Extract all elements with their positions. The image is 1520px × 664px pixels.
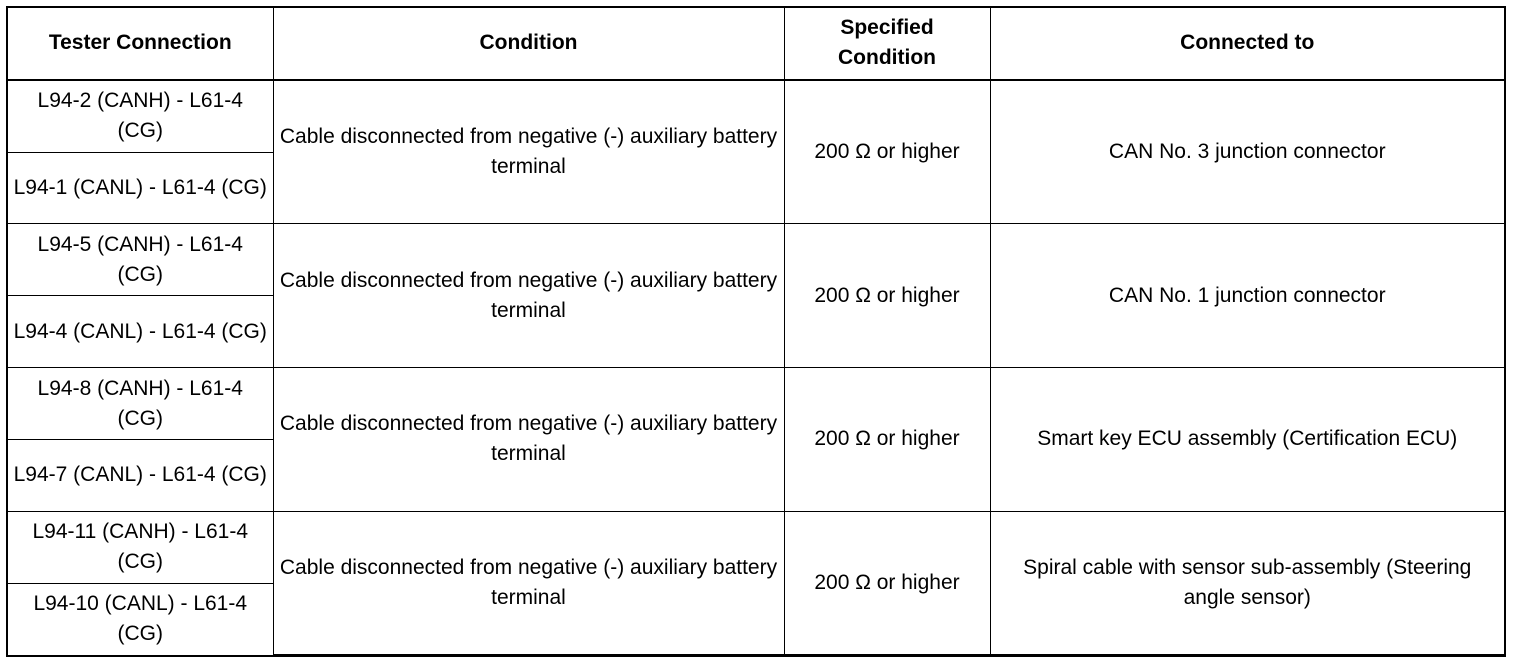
condition-cell: Cable disconnected from negative (-) auxiliary battery terminal (273, 368, 784, 512)
header-specified-line1: Specified (840, 16, 934, 40)
tester-connection-cell: L94-1 (CANL) - L61-4 (CG) (8, 152, 273, 224)
tester-connection-cell: L94-7 (CANL) - L61-4 (CG) (8, 439, 273, 511)
condition-cell: Cable disconnected from negative (-) auxiliary battery terminal (273, 224, 784, 368)
tester-connection-cell: L94-11 (CANH) - L61-4 (CG) (8, 511, 273, 583)
specified-condition-cell: 200 Ω or higher (784, 80, 990, 224)
specified-condition-cell: 200 Ω or higher (784, 368, 990, 512)
connected-to-cell: CAN No. 3 junction connector (990, 80, 1504, 224)
table-row (8, 368, 1504, 440)
connected-to-cell: Spiral cable with sensor sub-assembly (Steering angle sensor) (990, 511, 1504, 654)
header-specified-condition (784, 8, 990, 80)
specified-condition-cell: 200 Ω or higher (784, 224, 990, 368)
header-tester-connection: Tester Connection (8, 8, 273, 80)
table-row (8, 511, 1504, 583)
specified-condition-cell: 200 Ω or higher (784, 511, 990, 654)
header-specified-line2: Condition (838, 46, 936, 70)
condition-cell: Cable disconnected from negative (-) auxiliary battery terminal (273, 511, 784, 654)
table-row (8, 80, 1504, 152)
tester-connection-cell: L94-2 (CANH) - L61-4 (CG) (8, 80, 273, 152)
header-row (8, 8, 1504, 80)
tester-connection-cell: L94-4 (CANL) - L61-4 (CG) (8, 296, 273, 368)
tester-connection-cell: L94-5 (CANH) - L61-4 (CG) (8, 224, 273, 296)
tester-connection-cell: L94-8 (CANH) - L61-4 (CG) (8, 368, 273, 440)
connected-to-cell: CAN No. 1 junction connector (990, 224, 1504, 368)
condition-cell: Cable disconnected from negative (-) auxiliary battery terminal (273, 80, 784, 224)
tester-connection-cell: L94-10 (CANL) - L61-4 (CG) (8, 583, 273, 654)
header-connected-to: Connected to (990, 8, 1504, 80)
connected-to-cell: Smart key ECU assembly (Certification ECU) (990, 368, 1504, 512)
table-row (8, 224, 1504, 296)
spec-table-container (6, 6, 1506, 657)
tester-connection-table (8, 8, 1504, 655)
header-condition: Condition (273, 8, 784, 80)
